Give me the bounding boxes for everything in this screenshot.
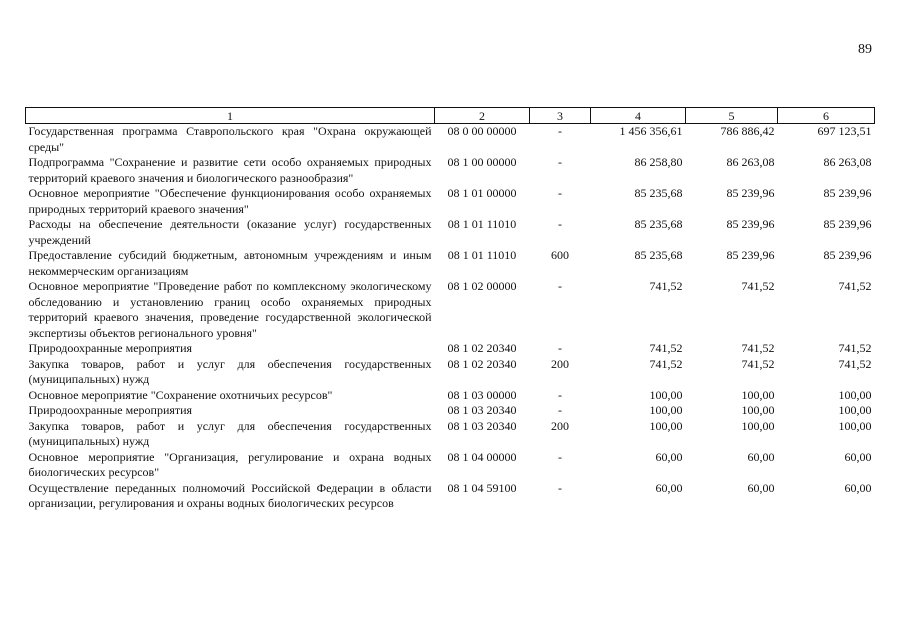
column-header-5: 5: [686, 108, 778, 124]
row-value-1: 100,00: [649, 403, 683, 417]
row-code: 08 1 02 20340: [447, 356, 517, 371]
row-value-2: 85 239,96: [726, 217, 775, 231]
row-value-1: 85 235,68: [634, 186, 683, 200]
row-code: 08 1 04 59100: [447, 480, 517, 495]
row-value-2: 60,00: [747, 480, 775, 495]
row-name: Основное мероприятие "Сохранение охотничьих ресурсов": [28, 387, 333, 402]
row-name: Расходы на обеспечение деятельности (оказание услуг) государственных учреждений: [28, 217, 432, 247]
row-value-3: 85 239,96: [823, 217, 872, 231]
row-value-2: 86 263,08: [726, 155, 775, 169]
row-expense-type: 200: [551, 356, 569, 371]
row-name: Закупка товаров, работ и услуг для обеспечения государственных (муниципальных) нужд: [28, 356, 432, 386]
row-value-3: 697 123,51: [817, 124, 872, 138]
row-expense-type: -: [558, 403, 562, 417]
row-name: Подпрограмма "Сохранение и развитие сети особо охраняемых природных территорий краевого значения и биологического разнообразия": [28, 155, 432, 185]
row-expense-type: -: [558, 186, 562, 200]
row-value-1: 86 258,80: [634, 155, 683, 169]
row-value-1: 100,00: [649, 387, 683, 402]
row-expense-type: -: [558, 341, 562, 355]
row-value-3: 741,52: [838, 279, 872, 293]
row-value-1: 741,52: [649, 356, 683, 371]
table-row: [26, 279, 875, 341]
row-name: Основное мероприятие "Обеспечение функционирования особо охраняемых природных территорий краевого значения": [28, 186, 432, 216]
column-header-1: 1: [26, 108, 435, 124]
row-expense-type: -: [558, 155, 562, 169]
row-value-1: 60,00: [655, 480, 683, 495]
row-name: Предоставление субсидий бюджетным, автономным учреждениям и иным некоммерческим организациям: [28, 248, 432, 278]
page-number: 89: [858, 42, 872, 57]
table-row: [26, 388, 875, 404]
row-code: 08 1 01 00000: [447, 186, 517, 200]
table-row: [26, 217, 875, 248]
row-value-3: 100,00: [838, 403, 872, 417]
row-value-3: 60,00: [844, 449, 872, 464]
table-row: [26, 248, 875, 279]
row-expense-type: -: [558, 217, 562, 231]
row-value-3: 60,00: [844, 480, 872, 495]
row-value-2: 786 886,42: [720, 124, 775, 138]
budget-table: [25, 107, 875, 512]
row-code: 08 1 03 20340: [447, 403, 517, 417]
row-value-1: 85 235,68: [634, 248, 683, 262]
column-header-3: 3: [530, 108, 591, 124]
row-code: 08 1 01 11010: [447, 248, 517, 262]
row-expense-type: -: [558, 480, 562, 495]
row-name: Природоохранные мероприятия: [28, 341, 193, 355]
header-row: [26, 108, 875, 124]
table-row: [26, 124, 875, 156]
row-value-3: 100,00: [838, 387, 872, 402]
row-code: 08 1 04 00000: [447, 449, 517, 464]
row-value-2: 60,00: [747, 449, 775, 464]
table-row: [26, 155, 875, 186]
row-code: 08 1 00 00000: [447, 155, 517, 169]
row-value-1: 60,00: [655, 449, 683, 464]
row-value-1: 741,52: [649, 279, 683, 293]
row-value-3: 85 239,96: [823, 248, 872, 262]
table-body: [26, 124, 875, 512]
column-header-6: 6: [778, 108, 875, 124]
row-value-3: 100,00: [838, 418, 872, 433]
row-value-2: 100,00: [741, 403, 775, 417]
row-value-2: 741,52: [741, 341, 775, 355]
table-row: [26, 481, 875, 512]
row-value-2: 85 239,96: [726, 186, 775, 200]
row-value-2: 741,52: [741, 279, 775, 293]
row-value-2: 100,00: [741, 418, 775, 433]
row-value-3: 741,52: [838, 356, 872, 371]
row-expense-type: 600: [551, 248, 569, 262]
row-value-2: 100,00: [741, 387, 775, 402]
row-value-1: 741,52: [649, 341, 683, 355]
row-expense-type: 200: [551, 418, 569, 433]
table-row: [26, 419, 875, 450]
row-name: Закупка товаров, работ и услуг для обеспечения государственных (муниципальных) нужд: [28, 418, 432, 448]
column-header-4: 4: [591, 108, 686, 124]
row-value-3: 741,52: [838, 341, 872, 355]
row-code: 08 0 00 00000: [447, 124, 517, 138]
row-name: Основное мероприятие "Организация, регулирование и охрана водных биологических ресурсов": [28, 449, 432, 479]
row-value-2: 741,52: [741, 356, 775, 371]
table-row: [26, 186, 875, 217]
row-expense-type: -: [558, 387, 562, 402]
row-value-1: 100,00: [649, 418, 683, 433]
row-expense-type: -: [558, 124, 562, 138]
table-row: [26, 341, 875, 357]
row-code: 08 1 03 00000: [447, 387, 517, 402]
row-value-3: 86 263,08: [823, 155, 872, 169]
table-row: [26, 450, 875, 481]
row-code: 08 1 03 20340: [447, 418, 517, 433]
row-name: Основное мероприятие "Проведение работ по комплексному экологическому обследованию и установлению границ особо охраняемых природных территорий краевого значения, проведение государственной экологической экспертизы объектов регионального уровня": [28, 279, 432, 340]
row-expense-type: -: [558, 449, 562, 464]
row-name: Государственная программа Ставропольского края "Охрана окружающей среды": [28, 124, 432, 154]
row-expense-type: -: [558, 279, 562, 293]
row-code: 08 1 01 11010: [447, 217, 517, 231]
table-row: [26, 357, 875, 388]
row-value-2: 85 239,96: [726, 248, 775, 262]
table-header: [26, 108, 875, 124]
row-value-1: 85 235,68: [634, 217, 683, 231]
row-code: 08 1 02 00000: [447, 279, 517, 293]
row-name: Природоохранные мероприятия: [28, 403, 193, 417]
column-header-2: 2: [435, 108, 530, 124]
row-code: 08 1 02 20340: [447, 341, 517, 355]
table-row: [26, 403, 875, 419]
row-value-1: 1 456 356,61: [619, 124, 683, 138]
row-name: Осуществление переданных полномочий Российской Федерации в области организации, регулирования и охраны водных биологических ресурсов: [28, 480, 432, 510]
row-value-3: 85 239,96: [823, 186, 872, 200]
